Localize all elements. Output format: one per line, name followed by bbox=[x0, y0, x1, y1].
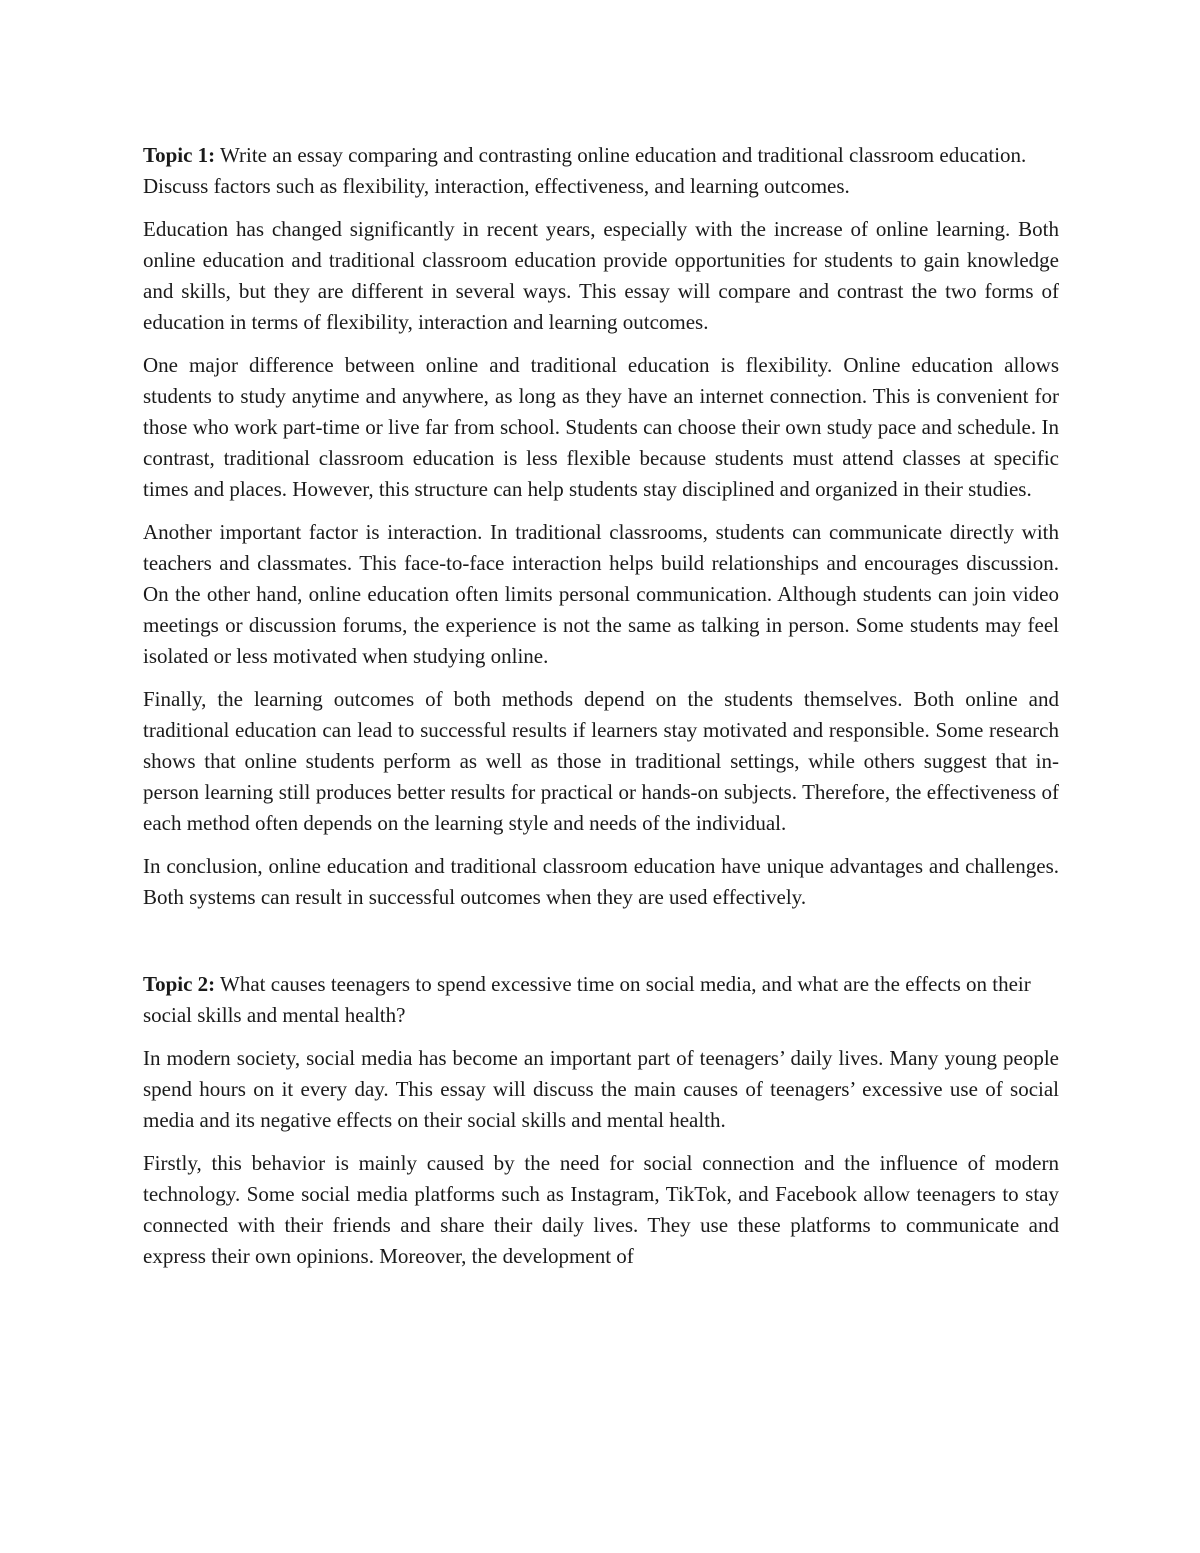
topic-2-prompt-text: What causes teenagers to spend excessive time on social media, and what are the effects on their social skills and mental health? bbox=[143, 972, 1031, 1027]
topic-1-paragraph: Finally, the learning outcomes of both methods depend on the students themselves. Both online and traditional education can lead to successful results if learners stay motivated and responsible. Some research shows that online students perform as well as those in traditional settings, while others suggest that in-person learning still produces better results for practical or hands-on subjects. Therefore, the effectiveness of each method often depends on the learning style and needs of the individual. bbox=[143, 687, 1059, 835]
topic-1-label: Topic 1: bbox=[143, 143, 216, 167]
topic-2-label: Topic 2: bbox=[143, 972, 216, 996]
topic-1-paragraph: Another important factor is interaction. In traditional classrooms, students can communicate directly with teachers and classmates. This face-to-face interaction helps build relationships and encourages discussion. On the other hand, online education often limits personal communication. Although students can join video meetings or discussion forums, the experience is not the same as talking in person. Some students may feel isolated or less motivated when studying online. bbox=[143, 520, 1059, 668]
topic-2-paragraph: Firstly, this behavior is mainly caused by the need for social connection and the influence of modern technology. Some social media platforms such as Instagram, TikTok, and Facebook allow teenagers to stay connected with their friends and share their daily lives. They use these platforms to communicate and express their own opinions. Moreover, the development of bbox=[143, 1151, 1059, 1268]
topic-2-section bbox=[143, 969, 1059, 1272]
topic-1-paragraph: One major difference between online and traditional education is flexibility. Online education allows students to study anytime and anywhere, as long as they have an internet connection. This is convenient for those who work part-time or live far from school. Students can choose their own study pace and schedule. In contrast, traditional classroom education is less flexible because students must attend classes at specific times and places. However, this structure can help students stay disciplined and organized in their studies. bbox=[143, 353, 1059, 501]
topic-1-prompt bbox=[143, 140, 1059, 202]
topic-1-paragraph: Education has changed significantly in recent years, especially with the increase of online learning. Both online education and traditional classroom education provide opportunities for students to gain knowledge and skills, but they are different in several ways. This essay will compare and contrast the two forms of education in terms of flexibility, interaction and learning outcomes. bbox=[143, 217, 1059, 334]
document-page bbox=[143, 140, 1059, 1284]
topic-2-prompt bbox=[143, 969, 1059, 1031]
topic-2-paragraph: In modern society, social media has become an important part of teenagers’ daily lives. Many young people spend hours on it every day. This essay will discuss the main causes of teenagers’ excessive use of social media and its negative effects on their social skills and mental health. bbox=[143, 1046, 1059, 1132]
topic-1-paragraph: In conclusion, online education and traditional classroom education have unique advantages and challenges. Both systems can result in successful outcomes when they are used effectively. bbox=[143, 854, 1059, 909]
topic-1-prompt-text: Write an essay comparing and contrasting online education and traditional classroom education. Discuss factors such as flexibility, interaction, effectiveness, and learning outcomes. bbox=[143, 143, 1027, 198]
section-spacer bbox=[143, 925, 1059, 969]
topic-1-section bbox=[143, 140, 1059, 913]
